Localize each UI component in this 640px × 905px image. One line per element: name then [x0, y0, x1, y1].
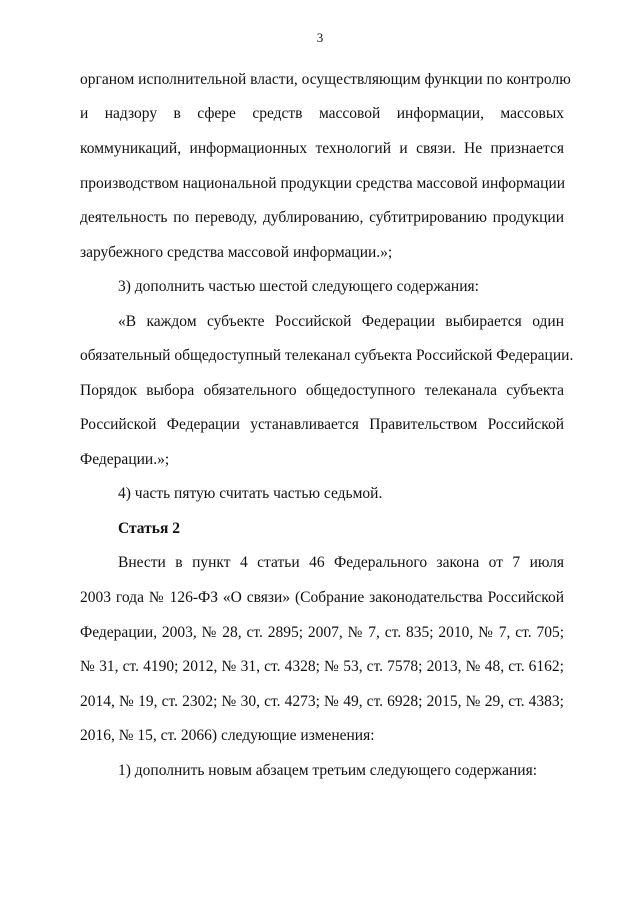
list-item: 3) дополнить частью шестой следующего содержания:: [118, 278, 479, 295]
text-line: Внести в пункт 4 статьи 46 Федерального закона от 7 июля: [118, 554, 564, 571]
quote-line: Федерации.»;: [80, 451, 170, 468]
list-item: 4) часть пятую считать частью седьмой.: [118, 485, 383, 502]
text-line: органом исполнительной власти, осуществляющим функции по контролю: [80, 71, 571, 88]
text-line: № 31, ст. 4190; 2012, № 31, ст. 4328; № 53, ст. 7578; 2013, № 48, ст. 6162;: [80, 658, 564, 675]
text-line: производством национальной продукции средства массовой информации: [80, 175, 566, 192]
list-item: 1) дополнить новым абзацем третьим следующего содержания:: [118, 762, 538, 779]
text-line: 2003 года № 126-ФЗ «О связи» (Собрание законодательства Российской: [80, 589, 564, 606]
quote-line: «В каждом субъекте Российской Федерации выбирается один: [118, 313, 564, 330]
text-line: 2016, № 15, ст. 2066) следующие изменения:: [80, 727, 375, 744]
text-line: 2014, № 19, ст. 2302; № 30, ст. 4273; № 49, ст. 6928; 2015, № 29, ст. 4383;: [80, 693, 564, 710]
quote-line: Российской Федерации устанавливается Правительством Российской: [80, 416, 564, 433]
quote-line: обязательный общедоступный телеканал субъекта Российской Федерации.: [80, 347, 574, 364]
page-number: 3: [316, 30, 324, 45]
text-line: Федерации, 2003, № 28, ст. 2895; 2007, № 7, ст. 835; 2010, № 7, ст. 705;: [80, 624, 564, 641]
text-line: коммуникаций, информационных технологий и связи. Не признается: [80, 140, 564, 157]
text-line: зарубежного средства массовой информации.»;: [80, 244, 393, 261]
quote-line: Порядок выбора обязательного общедоступного телеканала субъекта: [80, 382, 564, 399]
text-line: и надзору в сфере средств массовой информации, массовых: [80, 105, 564, 122]
article-heading: Статья 2: [118, 520, 180, 537]
text-line: деятельность по переводу, дублированию, субтитрированию продукции: [80, 209, 564, 226]
